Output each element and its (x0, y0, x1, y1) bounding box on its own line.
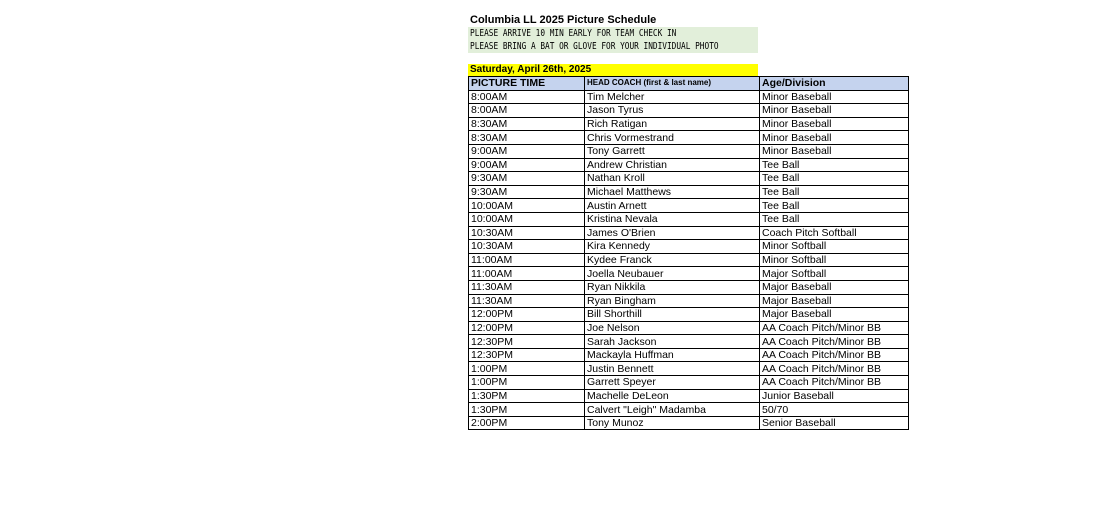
cell-head-coach: Machelle DeLeon (585, 389, 760, 403)
cell-age-division: Minor Baseball (760, 131, 909, 145)
cell-head-coach: Sarah Jackson (585, 335, 760, 349)
cell-picture-time: 8:00AM (469, 90, 585, 104)
table-row (469, 335, 909, 349)
cell-head-coach: Kira Kennedy (585, 240, 760, 254)
cell-picture-time: 10:30AM (469, 240, 585, 254)
cell-age-division: Minor Softball (760, 253, 909, 267)
cell-age-division: AA Coach Pitch/Minor BB (760, 348, 909, 362)
cell-picture-time: 1:00PM (469, 362, 585, 376)
cell-age-division: AA Coach Pitch/Minor BB (760, 362, 909, 376)
cell-age-division: Junior Baseball (760, 389, 909, 403)
cell-head-coach: Garrett Speyer (585, 376, 760, 390)
table-row (469, 362, 909, 376)
cell-picture-time: 12:00PM (469, 308, 585, 322)
table-row (469, 104, 909, 118)
cell-head-coach: Ryan Nikkila (585, 280, 760, 294)
cell-head-coach: Michael Matthews (585, 185, 760, 199)
cell-age-division: Minor Baseball (760, 90, 909, 104)
notice-line-check-in: PLEASE ARRIVE 10 MIN EARLY FOR TEAM CHECK IN (470, 28, 677, 39)
cell-picture-time: 11:00AM (469, 267, 585, 281)
cell-picture-time: 1:30PM (469, 403, 585, 417)
cell-picture-time: 2:00PM (469, 416, 585, 430)
table-row (469, 389, 909, 403)
cell-head-coach: Tim Melcher (585, 90, 760, 104)
table-row (469, 90, 909, 104)
cell-age-division: Coach Pitch Softball (760, 226, 909, 240)
cell-picture-time: 12:00PM (469, 321, 585, 335)
cell-picture-time: 12:30PM (469, 348, 585, 362)
cell-head-coach: Joe Nelson (585, 321, 760, 335)
cell-picture-time: 9:30AM (469, 172, 585, 186)
cell-picture-time: 11:00AM (469, 253, 585, 267)
cell-picture-time: 1:00PM (469, 376, 585, 390)
column-header-head-coach: HEAD COACH (first & last name) (585, 77, 760, 91)
cell-age-division: Tee Ball (760, 158, 909, 172)
cell-head-coach: James O'Brien (585, 226, 760, 240)
table-body (469, 90, 909, 430)
cell-picture-time: 8:00AM (469, 104, 585, 118)
cell-picture-time: 10:00AM (469, 212, 585, 226)
cell-age-division: Tee Ball (760, 199, 909, 213)
cell-head-coach: Nathan Kroll (585, 172, 760, 186)
cell-head-coach: Mackayla Huffman (585, 348, 760, 362)
table-row (469, 416, 909, 430)
table-row (469, 403, 909, 417)
cell-age-division: Major Baseball (760, 308, 909, 322)
arrival-notice (468, 27, 758, 53)
cell-head-coach: Kydee Franck (585, 253, 760, 267)
table-row (469, 199, 909, 213)
table-row (469, 280, 909, 294)
cell-age-division: Minor Baseball (760, 117, 909, 131)
cell-head-coach: Calvert "Leigh" Madamba (585, 403, 760, 417)
cell-head-coach: Tony Munoz (585, 416, 760, 430)
cell-age-division: Senior Baseball (760, 416, 909, 430)
cell-picture-time: 9:00AM (469, 144, 585, 158)
cell-picture-time: 9:00AM (469, 158, 585, 172)
cell-picture-time: 11:30AM (469, 280, 585, 294)
document-title: Columbia LL 2025 Picture Schedule (470, 14, 657, 26)
cell-picture-time: 12:30PM (469, 335, 585, 349)
cell-head-coach: Ryan Bingham (585, 294, 760, 308)
table-row (469, 321, 909, 335)
cell-head-coach: Kristina Nevala (585, 212, 760, 226)
table-row (469, 294, 909, 308)
cell-picture-time: 9:30AM (469, 185, 585, 199)
cell-picture-time: 1:30PM (469, 389, 585, 403)
cell-age-division: Minor Baseball (760, 104, 909, 118)
cell-picture-time: 8:30AM (469, 117, 585, 131)
cell-age-division: Tee Ball (760, 185, 909, 199)
table-row (469, 308, 909, 322)
table-row (469, 172, 909, 186)
cell-head-coach: Austin Arnett (585, 199, 760, 213)
cell-age-division: AA Coach Pitch/Minor BB (760, 321, 909, 335)
table-row (469, 267, 909, 281)
cell-picture-time: 10:00AM (469, 199, 585, 213)
table-row (469, 144, 909, 158)
cell-age-division: AA Coach Pitch/Minor BB (760, 335, 909, 349)
table-row (469, 158, 909, 172)
table-row (469, 212, 909, 226)
cell-head-coach: Andrew Christian (585, 158, 760, 172)
cell-age-division: 50/70 (760, 403, 909, 417)
schedule-date: Saturday, April 26th, 2025 (468, 64, 758, 76)
cell-age-division: Tee Ball (760, 172, 909, 186)
cell-age-division: Major Baseball (760, 294, 909, 308)
cell-head-coach: Rich Ratigan (585, 117, 760, 131)
cell-head-coach: Justin Bennett (585, 362, 760, 376)
cell-head-coach: Jason Tyrus (585, 104, 760, 118)
cell-age-division: Major Softball (760, 267, 909, 281)
table-row (469, 131, 909, 145)
table-row (469, 348, 909, 362)
cell-age-division: Major Baseball (760, 280, 909, 294)
cell-age-division: Minor Softball (760, 240, 909, 254)
table-row (469, 185, 909, 199)
cell-age-division: Minor Baseball (760, 144, 909, 158)
table-row (469, 253, 909, 267)
cell-age-division: AA Coach Pitch/Minor BB (760, 376, 909, 390)
table-row (469, 226, 909, 240)
cell-head-coach: Chris Vormestrand (585, 131, 760, 145)
cell-picture-time: 8:30AM (469, 131, 585, 145)
table-row (469, 240, 909, 254)
picture-schedule-table (468, 76, 909, 430)
cell-picture-time: 10:30AM (469, 226, 585, 240)
cell-picture-time: 11:30AM (469, 294, 585, 308)
table-row (469, 117, 909, 131)
column-header-picture-time: PICTURE TIME (469, 77, 585, 91)
table-row (469, 376, 909, 390)
column-header-age-division: Age/Division (760, 77, 909, 91)
cell-head-coach: Tony Garrett (585, 144, 760, 158)
cell-head-coach: Bill Shorthill (585, 308, 760, 322)
notice-line-bat-glove: PLEASE BRING A BAT OR GLOVE FOR YOUR INDIVIDUAL PHOTO (470, 41, 719, 52)
cell-age-division: Tee Ball (760, 212, 909, 226)
cell-head-coach: Joella Neubauer (585, 267, 760, 281)
table-header-row (469, 77, 909, 91)
